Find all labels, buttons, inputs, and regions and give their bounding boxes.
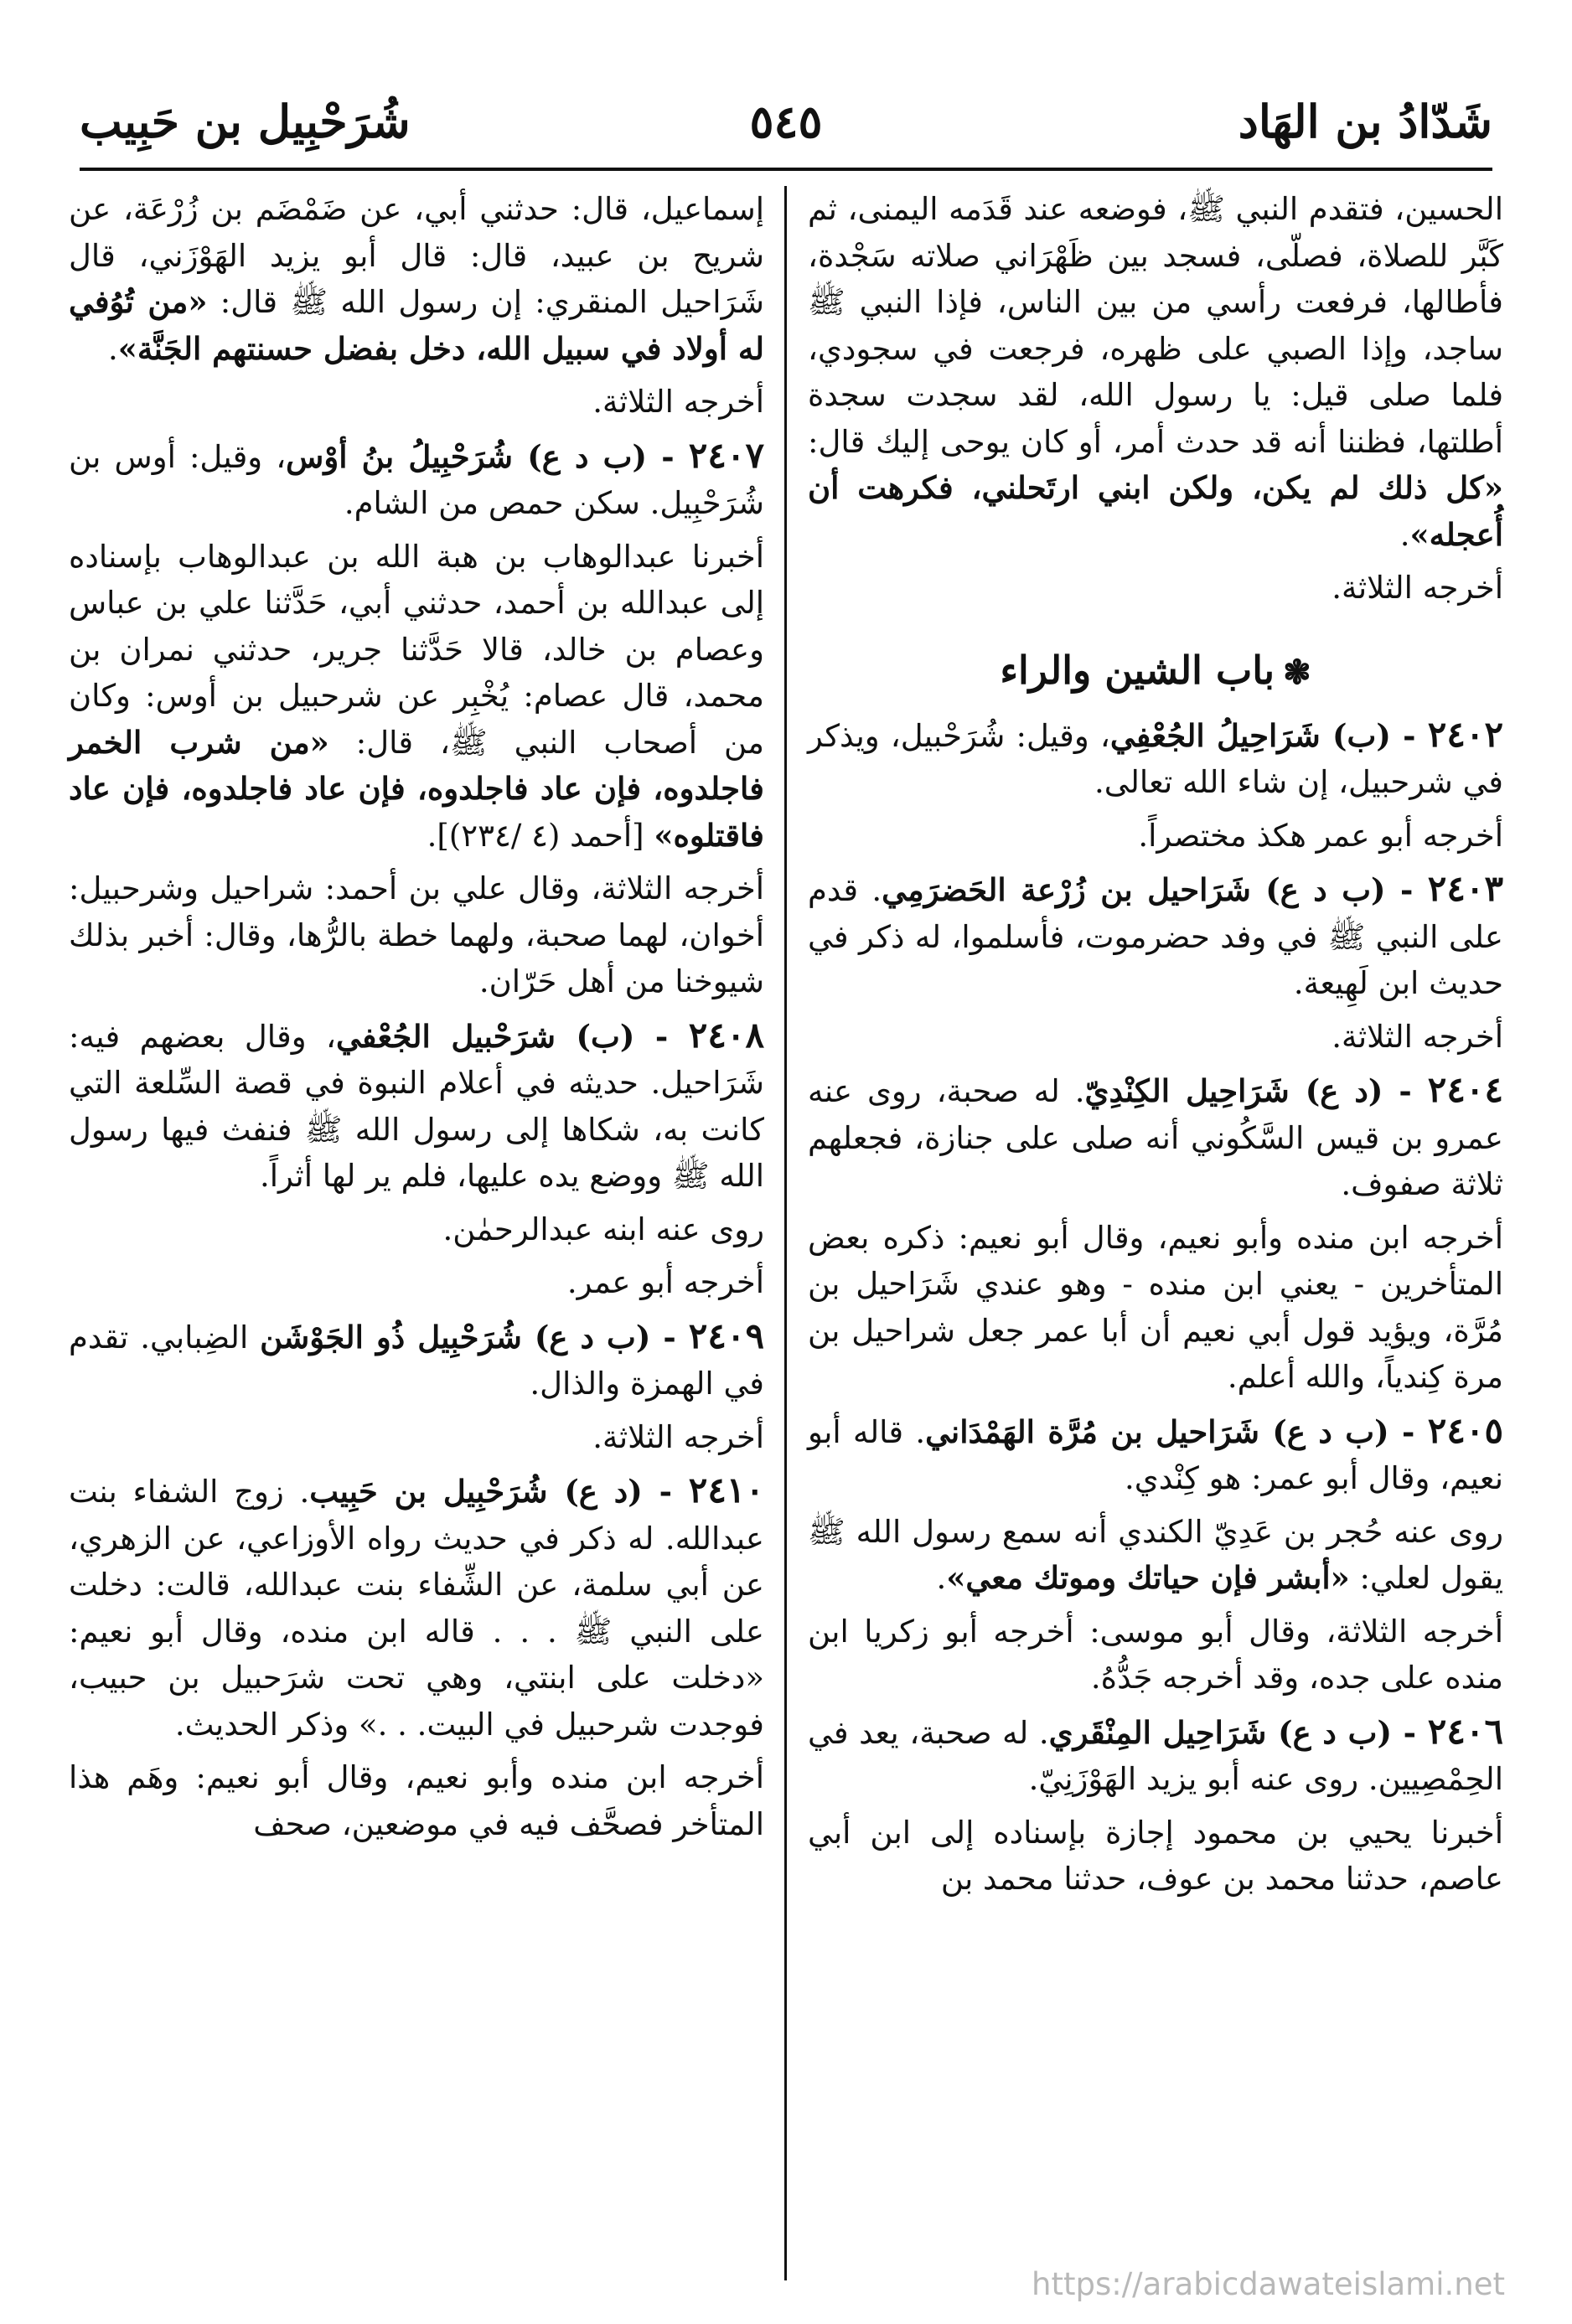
entry-2410 bbox=[69, 1467, 764, 1748]
entry-text: الضِبابي. تقدم في الهمزة والذال. bbox=[69, 1319, 764, 1402]
isnad-paragraph bbox=[69, 534, 764, 860]
paragraph-text: الحسين، فتقدم النبي ﷺ، فوضعه عند قَدَمه اليمنى، ثم كَبَّر للصلاة، فصلّى، فسجد بين ظَهْرَاني صلاته سَجْدة، فأطالها، فرفعت رأسي من بين الناس، فإذا النبي ﷺ ساجد، وإذا الصبي على ظهره، فرجعت في سجودي، فلما صلى قيل: يا رسول الله، لقد سجدت سجدة أطلتها، فظننا أنه قد حدث أمر، أو كان يوحى إليك قال: bbox=[808, 191, 1503, 460]
header-right-title: شَدّادُ بن الهَاد bbox=[1238, 95, 1492, 148]
source-note: أخرجه الثلاثة. bbox=[592, 384, 764, 420]
entry-text: ، وقيل: أوس بن شُرَحْبِيل. سكن حمص من الشام. bbox=[69, 438, 764, 521]
entry-number: ٢٤٠٦ bbox=[1427, 1710, 1504, 1752]
source-note: أخرجه ابن منده وأبو نعيم، وقال أبو نعيم: وهَم هذا المتأخر فصحَّف فيه في موضعين، صحف bbox=[69, 1759, 764, 1842]
entry-heading: - (ب د ع) شُرَحْبِيل ذُو الجَوْشَن bbox=[260, 1318, 689, 1356]
source-note: أخرجه ابن منده وأبو نعيم، وقال أبو نعيم: ذكره بعض المتأخرين - يعني ابن منده - وهو عندي شَرَاحيل بن مُرَّة، ويؤيد قول أبي نعيم أن أبا عمر جعل شراحيل بن مرة كِندياً، والله أعلم. bbox=[808, 1219, 1503, 1395]
entry-text: . له صحبة، روى عنه عمرو بن قيس السَّكُوني أنه صلى على جنازة، فجعلهم ثلاثة صفوف. bbox=[808, 1073, 1503, 1202]
source-note: أخرجه الثلاثة. bbox=[1332, 570, 1503, 606]
entry-number: ٢٤١٠ bbox=[688, 1469, 764, 1511]
hadith-quote: «أبشر فإن حياتك وموتك معي» bbox=[946, 1559, 1350, 1596]
entry-heading: - (د ع) شَرَاحِيل الكِنْدِيّ bbox=[1084, 1072, 1428, 1109]
reference: [أحمد (٤ /٢٣٤)]. bbox=[427, 817, 654, 854]
paragraph-end: . bbox=[1399, 516, 1410, 553]
entry-text: ، وقيل: شُرَحْبيل، ويذكر في شرحبيل، إن شاء الله تعالى. bbox=[808, 717, 1503, 800]
entry-number: ٢٤٠٧ bbox=[688, 434, 764, 476]
running-header bbox=[80, 84, 1492, 159]
header-rule bbox=[80, 168, 1492, 171]
header-left-title: شُرَحْبِيل بن حَبِيب bbox=[80, 95, 411, 148]
entry-text: . قدم على النبي ﷺ في وفد حضرموت، فأسلموا، له ذكر في حديث ابن لَهِيعة. bbox=[808, 872, 1503, 1001]
source-note: أخرجه الثلاثة. bbox=[1332, 1018, 1503, 1055]
entry-2407 bbox=[69, 432, 764, 527]
entry-2405 bbox=[808, 1407, 1503, 1502]
source-note: أخرجه أبو عمر هكذ مختصراً. bbox=[1138, 817, 1503, 854]
entry-number: ٢٤٠٤ bbox=[1427, 1069, 1504, 1110]
entry-number: ٢٤٠٥ bbox=[1427, 1409, 1503, 1451]
paragraph bbox=[808, 186, 1503, 558]
entry-number: ٢٤٠٨ bbox=[688, 1014, 764, 1056]
hadith-quote: «من تُوُفي له أولاد في سبيل الله، دخل بفضل حسنتهم الجَنَّة» bbox=[69, 283, 764, 367]
site-watermark: https://arabicdawateislami.net bbox=[1032, 2266, 1505, 2302]
chapter-heading bbox=[808, 637, 1503, 706]
entry-heading: - (ب د ع) شَرَاحيل بن مُرَّة الهَمْدَاني bbox=[925, 1412, 1428, 1450]
entry-number: ٢٤٠٩ bbox=[688, 1314, 764, 1356]
left-column bbox=[69, 186, 764, 1854]
entry-number: ٢٤٠٢ bbox=[1427, 713, 1504, 755]
entry-2408 bbox=[69, 1012, 764, 1200]
paragraph-end: . bbox=[107, 330, 118, 367]
entry-text: . قاله أبو نعيم، وقال أبو عمر: هو كِنْدي. bbox=[808, 1413, 1503, 1496]
paragraph: روى عنه ابنه عبدالرحمٰن. bbox=[442, 1211, 764, 1247]
entry-heading: - (ب د ع) شُرَحْبِيلُ بنُ أوْس bbox=[286, 437, 689, 475]
paragraph bbox=[808, 1509, 1503, 1602]
page-number: ٥٤٥ bbox=[749, 95, 823, 148]
column-divider bbox=[784, 186, 787, 2280]
source-note: أخرجه أبو عمر. bbox=[566, 1264, 764, 1300]
entry-2406 bbox=[808, 1708, 1503, 1803]
source-note: أخرجه الثلاثة، وقال علي بن أحمد: شراحيل وشرحبيل: أخوان، لهما صحبة، ولهما خطة بالرُّها، وقال: أخبر بذلك شيوخنا من أهل حَرّان. bbox=[69, 870, 764, 999]
entry-heading: - (ب د ع) شَرَاحيل بن زُرْعة الحَضرَمِي bbox=[882, 871, 1428, 908]
entry-number: ٢٤٠٣ bbox=[1427, 868, 1503, 909]
entry-2409 bbox=[69, 1313, 764, 1407]
paragraph-text: إسماعيل، قال: حدثني أبي، عن ضَمْضَم بن زُرْعَة، عن شريح بن عبيد، قال: قال أبو يزيد الهَوْزَني، قال شَرَاحيل المنقري: إن رسول الله ﷺ قال: bbox=[69, 191, 764, 320]
source-note: أخرجه الثلاثة. bbox=[592, 1418, 764, 1455]
paragraph-text: أخبرنا عبدالوهاب بن هبة الله بن عبدالوهاب بإسناده إلى عبدالله بن أحمد، حدثني أبي، حَدَّثنا علي بن عباس وعصام بن خالد، قالا حَدَّثنا جرير، حدثني نمران بن محمد، قال عصام: يُخْبِر عن شرحبيل بن أوس: وكان من أصحاب النبي ﷺ، قال: bbox=[69, 538, 764, 761]
entry-2404 bbox=[808, 1066, 1503, 1208]
entry-text: ، وقال بعضهم فيه: شَرَاحيل. حديثه في أعلام النبوة في قصة السِّلعة التي كانت به، شكاها إلى رسول الله ﷺ فنفث فيها رسول الله ﷺ ووضع يده عليها، فلم ير لها أثراً. bbox=[69, 1018, 764, 1194]
paragraph bbox=[69, 186, 764, 372]
entry-text: . زوج الشفاء بنت عبدالله. له ذكر في حديث رواه الأوزاعي، عن الزهري، عن أبي سلمة، عن الشِّفاء بنت عبدالله، قالت: دخلت على النبي ﷺ . . . قاله ابن منده، وقال أبو نعيم: «دخلت على ابنتي، وهي تحت شرَحبيل بن حبيب، فوجدت شرحبيل في البيت. . .» وذكر الحديث. bbox=[69, 1474, 764, 1743]
entry-heading: - (ب د ع) شَرَاحِيل المِنْقَري bbox=[1048, 1713, 1428, 1751]
entry-2403 bbox=[808, 865, 1503, 1007]
source-note: أخرجه الثلاثة، وقال أبو موسى: أخرجه أبو زكريا ابن منده على جده، وقد أخرجه جَدُّهُ. bbox=[808, 1613, 1503, 1696]
isnad-paragraph: أخبرنا يحيي بن محمود إجازة بإسناده إلى ابن أبي عاصم، حدثنا محمد بن عوف، حدثنا محمد بن bbox=[808, 1814, 1503, 1897]
entry-2402 bbox=[808, 711, 1503, 806]
right-column bbox=[808, 186, 1503, 1909]
entry-heading: - (ب) شَرَاحِيلُ الجُعْفِي bbox=[1109, 716, 1428, 754]
paragraph-end: . bbox=[936, 1560, 947, 1596]
entry-text: . له صحبة، يعد في الحِمْصِيين. روى عنه أبو يزيد الهَوْزَنِيّ. bbox=[808, 1714, 1503, 1797]
hadith-quote: «كل ذلك لم يكن، ولكن ابني ارتَحلني، فكرهت أن أُعجله» bbox=[808, 469, 1503, 553]
ornament-icon: ❃ bbox=[1283, 652, 1311, 692]
entry-heading: - (ب) شرَحْبيل الجُعْفي bbox=[335, 1017, 689, 1055]
hadith-quote: «من شرب الخمر فاجلدوه، فإن عاد فاجلدوه، فإن عاد فاجلدوه، فإن عاد فاقتلوه» bbox=[69, 723, 764, 854]
chapter-title: باب الشين والراء bbox=[1000, 647, 1275, 693]
paragraph-text: روى عنه حُجر بن عَدِيّ الكندي أنه سمع رسول الله ﷺ يقول لعلي: bbox=[808, 1513, 1503, 1596]
entry-heading: - (د ع) شُرَحْبِيل بن حَبِيب bbox=[309, 1473, 689, 1510]
